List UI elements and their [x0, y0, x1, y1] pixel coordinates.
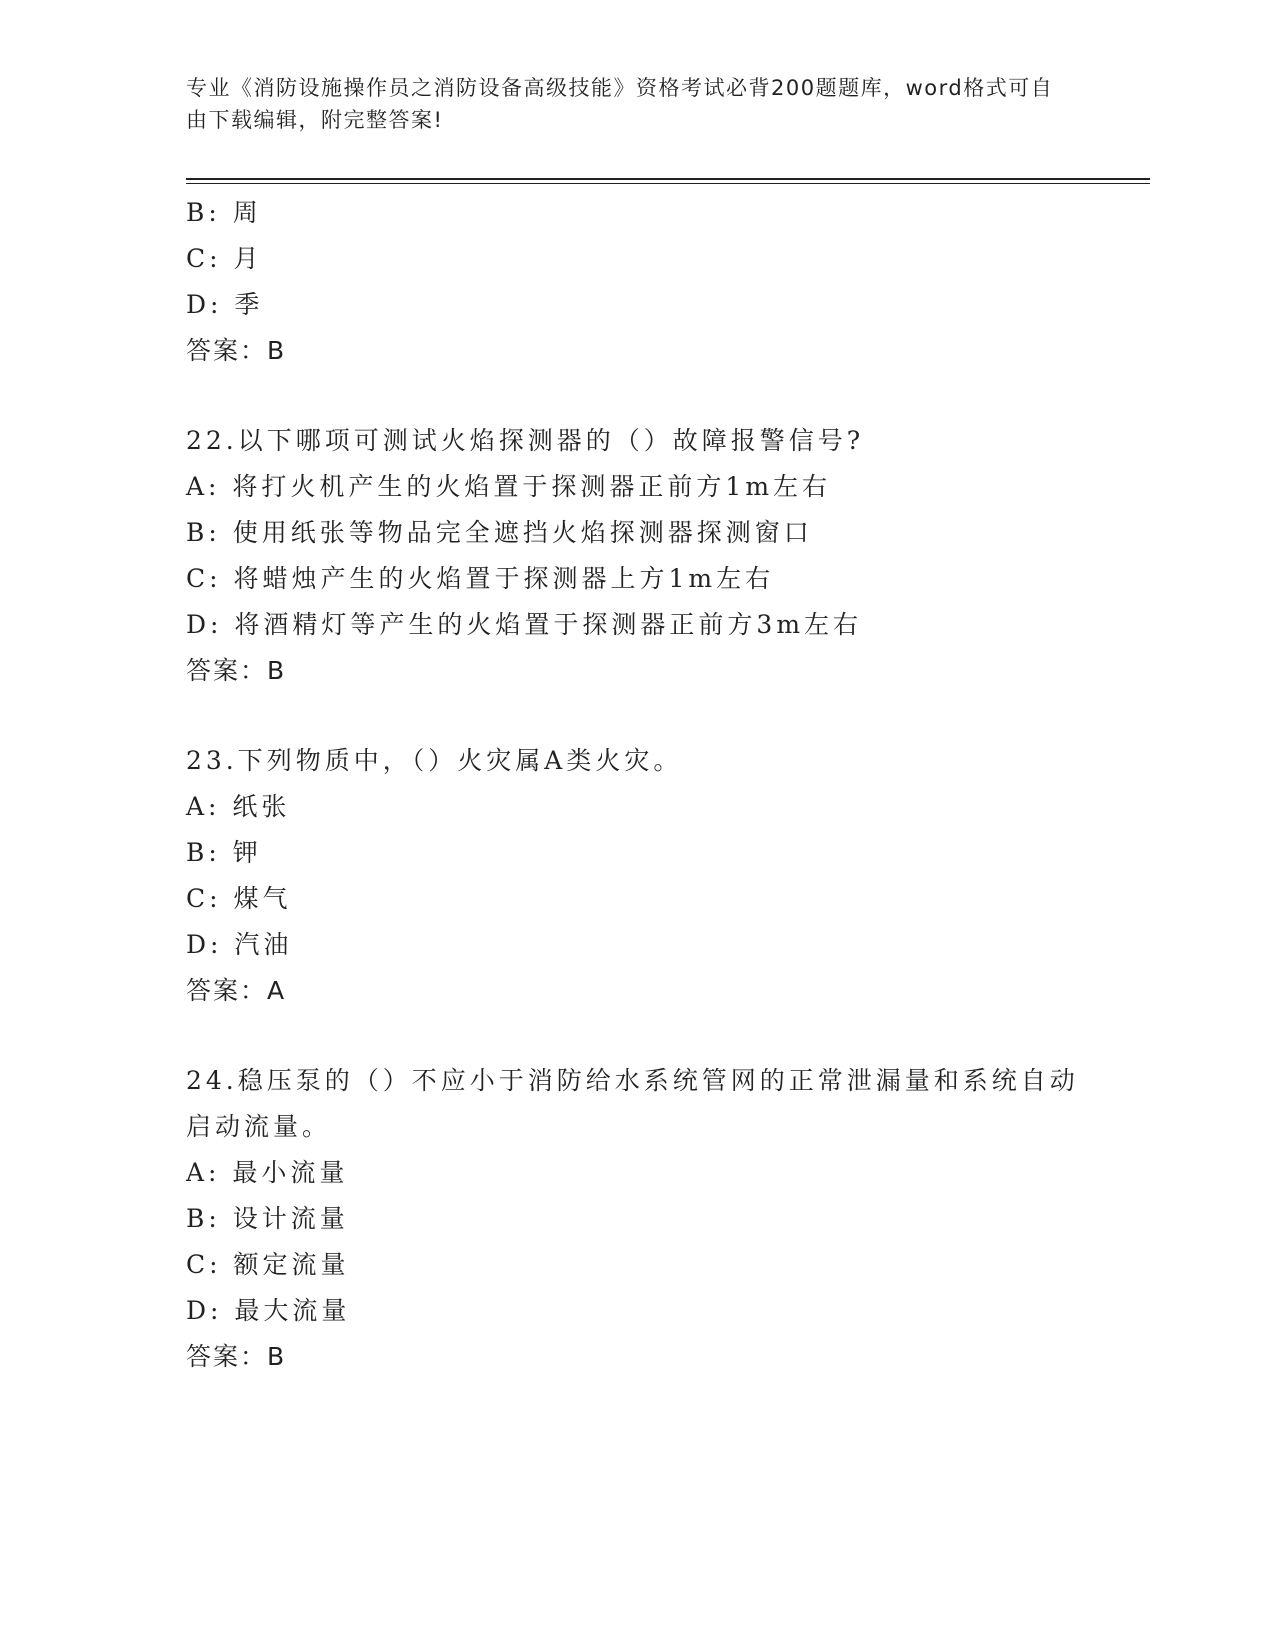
option-d: D: 将酒精灯等产生的火焰置于探测器正前方3m左右: [186, 610, 863, 639]
question-block-22: [186, 418, 1086, 694]
header-rule-thick: [186, 178, 1150, 180]
option-a: A: 最小流量: [186, 1158, 349, 1187]
document-header: 专业《消防设施操作员之消防设备高级技能》资格考试必背200题题库，word格式可自由下载编辑，附完整答案!: [186, 76, 1054, 132]
answer-line: 答案：B: [186, 336, 287, 365]
option-c: C: 月: [186, 244, 263, 273]
question-block-prev: [186, 190, 1086, 374]
question-block-23: [186, 738, 1086, 1014]
option-b: B: 钾: [186, 838, 262, 867]
option-b: B: 设计流量: [186, 1204, 349, 1233]
option-d: D: 最大流量: [186, 1296, 351, 1325]
question-stem: 22.以下哪项可测试火焰探测器的（）故障报警信号?: [186, 426, 865, 455]
header-rule-thin: [186, 183, 1150, 184]
question-list: [186, 190, 1086, 1380]
option-c: C: 将蜡烛产生的火焰置于探测器上方1m左右: [186, 564, 775, 593]
answer-line: 答案：B: [186, 656, 287, 685]
option-a: A: 纸张: [186, 792, 291, 821]
option-a: A: 将打火机产生的火焰置于探测器正前方1m左右: [186, 472, 832, 501]
answer-line: 答案：B: [186, 1342, 287, 1371]
answer-line: 答案：A: [186, 976, 287, 1005]
question-stem: 24.稳压泵的（）不应小于消防给水系统管网的正常泄漏量和系统自动启动流量。: [186, 1066, 1079, 1141]
option-d: D: 季: [186, 290, 264, 319]
question-stem: 23.下列物质中，（）火灾属A类火灾。: [186, 746, 683, 775]
question-block-24: [186, 1058, 1086, 1380]
option-c: C: 额定流量: [186, 1250, 350, 1279]
option-b: B: 使用纸张等物品完全遮挡火焰探测器探测窗口: [186, 518, 813, 547]
option-c: C: 煤气: [186, 884, 292, 913]
option-b: B: 周: [186, 198, 262, 227]
option-d: D: 汽油: [186, 930, 293, 959]
